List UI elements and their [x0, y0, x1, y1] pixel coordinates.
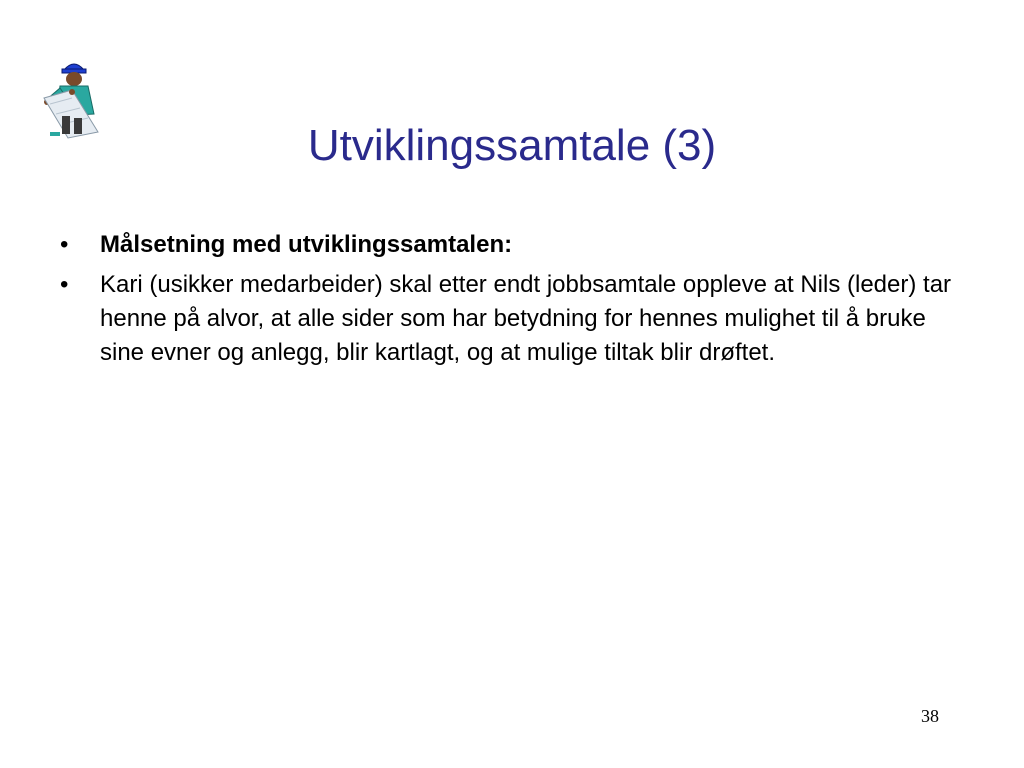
- bullet-list: [60, 228, 960, 376]
- bullet-item: [60, 228, 960, 262]
- bullet-text: Kari (usikker medarbeider) skal etter endt jobbsamtale oppleve at Nils (leder) tar henne på alvor, at alle sider som har betydning for hennes mulighet til å bruke sine evner og anlegg, blir kartlagt, og at mulige tiltak blir drøftet.: [100, 271, 952, 366]
- bullet-marker: •: [60, 271, 69, 298]
- page-number: 38: [921, 706, 939, 726]
- bullet-item: [60, 268, 960, 370]
- bullet-marker: •: [60, 231, 69, 258]
- bullet-text: Målsetning med utviklingssamtalen:: [100, 231, 513, 258]
- slide-title: Utviklingssamtale (3): [307, 121, 717, 170]
